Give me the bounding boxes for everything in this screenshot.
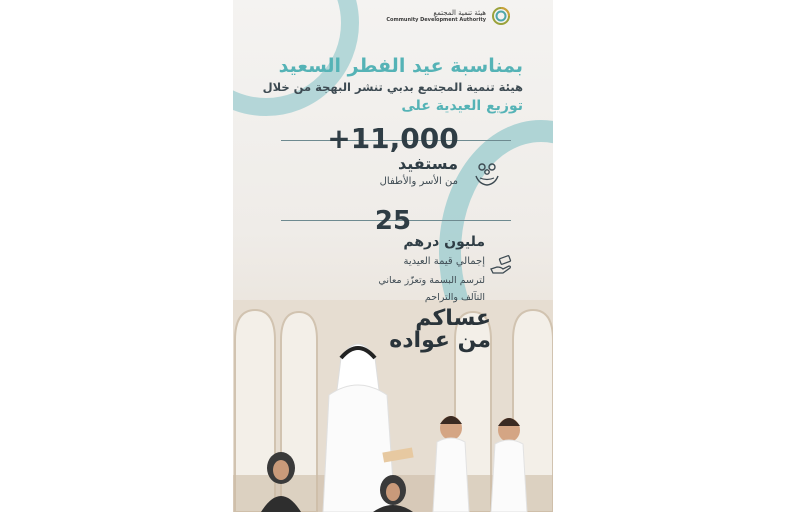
greeting-line-1: عساكم [415, 306, 491, 331]
beneficiaries-value: +11,000 [327, 122, 459, 155]
tagline-line-1: لترسم البسمة وتعزّز معاني [378, 275, 485, 286]
cda-logo-icon [491, 6, 511, 26]
tagline-line-2: التآلف والتراحم [424, 292, 485, 303]
eid-poster [233, 0, 553, 512]
logo-name-ar: هيئة تنمية المجتمع [433, 9, 486, 17]
headline-line-3: توزيع العيدية على [401, 98, 523, 114]
amount-label: مليون درهم [403, 234, 485, 250]
hands-family-icon [473, 160, 501, 188]
hand-money-icon [489, 255, 513, 275]
beneficiaries-label: مستفيد [397, 154, 458, 173]
beneficiaries-sublabel: من الأسر والأطفال [379, 176, 458, 187]
headline-line-1: بمناسبة عيد الفطر السعيد [278, 55, 523, 77]
amount-sublabel: إجمالي قيمة العيدية [403, 256, 485, 267]
headline-line-2: هيئة تنمية المجتمع بدبي تنشر البهجة من خلال [262, 80, 523, 94]
greeting-line-2: من عواده [389, 328, 491, 353]
amount-value: 25 [374, 206, 412, 236]
cda-logo [386, 6, 511, 26]
logo-name-en: Community Development Authority [386, 17, 486, 23]
